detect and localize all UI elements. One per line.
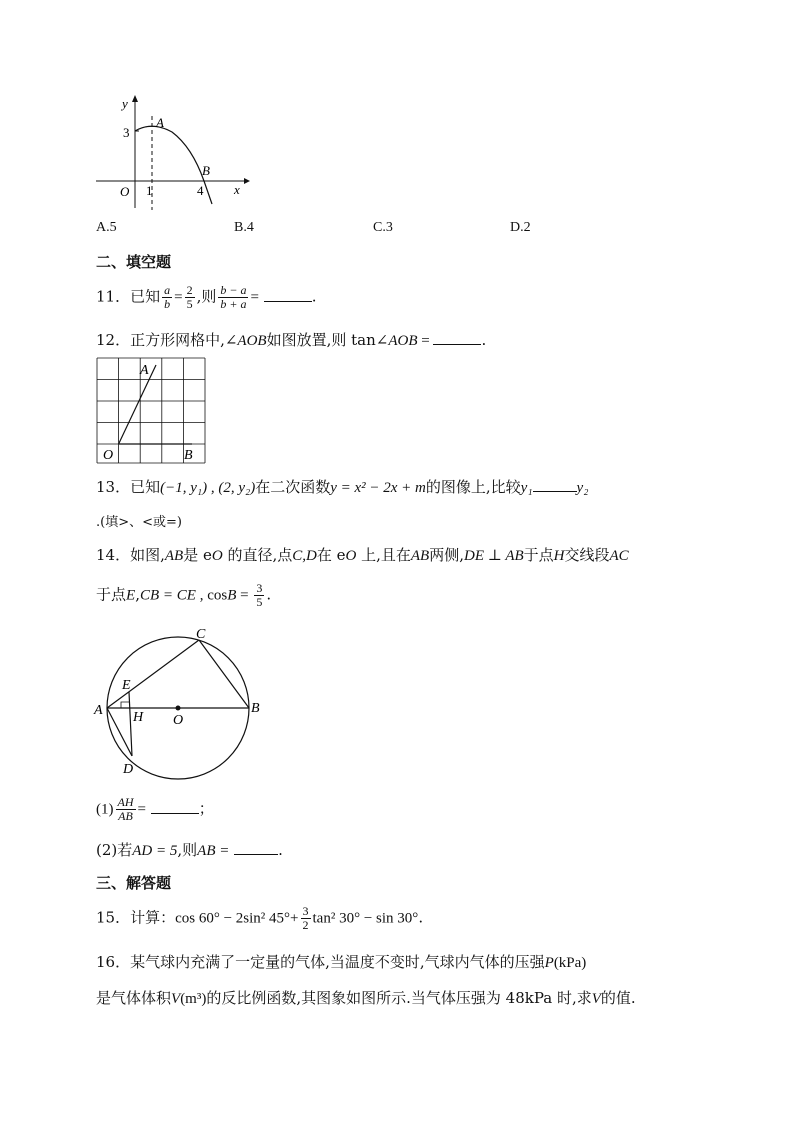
question-14-part1: (1) $\frac{AH}{AB}$ = ； [96,795,214,823]
answer-blank-14-2[interactable] [234,840,278,855]
grid-label-a: A [140,363,149,378]
point-b-label: B [202,163,210,178]
question-16-line2: 是气体体积V(m³)的反比例函数,其图象如图所示.当气体压强为 48kPa 时,求V的值. [96,989,636,1007]
center-dot [176,706,181,711]
chord-cb [199,640,249,708]
option-c: C.3 [373,220,393,235]
question-11: 11．已知 $\frac{a}{b}$ = $\frac{2}{5}$ ,则 $\frac{b - a}{b + a}$ = . [96,283,317,311]
label-e: E [122,678,131,693]
y-axis-arrow [132,95,138,102]
origin-label: O [120,184,130,199]
option-d: D.2 [510,220,531,235]
tick-1-label: 1 [146,183,153,198]
square-grid-figure [96,357,208,465]
question-13-hint: .(填>、<或=) [96,515,182,530]
section-solve-heading: 三、解答题 [96,874,172,892]
question-12: 12．正方形网格中,∠AOB如图放置,则 tan∠AOB = . [96,331,487,349]
label-o: O [173,713,184,728]
answer-blank-11[interactable] [264,287,312,302]
question-14-part2: (2)若AD = 5,则AB = . [96,841,283,859]
option-b: B.4 [234,220,254,235]
grid-label-b: B [184,448,193,463]
x-axis-arrow [244,178,250,184]
answer-blank-13[interactable] [533,477,577,492]
tick-4-label: 4 [197,183,204,198]
grid-label-o: O [103,448,114,463]
circle-figure [92,622,272,780]
y-label: y [122,96,128,111]
option-a: A.5 [96,220,117,235]
point-a-label: A [156,115,164,130]
segment-ed [129,692,132,756]
ray-oa [119,365,156,444]
question-13: 13．已知(−1, y₁) , (2, y₂)在二次函数y = x² − 2x + m的图像上,比较y₁ y₂ [96,478,589,496]
question-15: 15．计算：cos 60° − 2sin² 45°+ $\frac{3}{2}$ tan² 30° − sin 30°. [96,904,424,932]
section-fill-blank-heading: 二、填空题 [96,253,172,271]
label-b: B [251,701,260,716]
label-h: H [133,710,144,725]
question-14-line1: 14．如图,AB是 eO 的直径,点C,D在 eO 上,且在AB两侧,DE ⊥ AB于点H交线段AC [96,546,629,564]
answer-blank-12[interactable] [433,330,481,345]
x-label: x [234,182,240,197]
chord-ac [107,640,199,708]
label-d: D [123,762,134,777]
question-16-line1: 16．某气球内充满了一定量的气体,当温度不变时,气球内气体的压强P(kPa) [96,953,587,971]
parabola-graph [92,92,252,212]
question-14-line2: 于点E,CB = CE , cosB = $\frac{3}{5}$ . [96,581,272,609]
right-angle-mark [121,702,129,708]
tick-3-label: 3 [123,125,130,140]
label-a: A [94,703,103,718]
label-c: C [196,627,206,642]
answer-blank-14-1[interactable] [151,799,199,814]
